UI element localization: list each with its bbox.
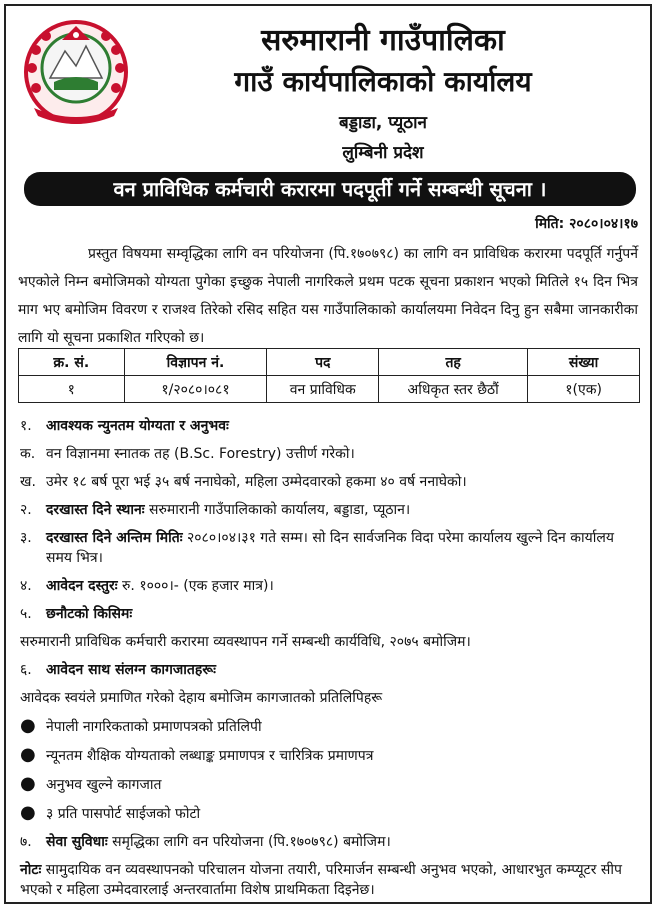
cell-count: १(एक)	[528, 376, 640, 403]
section-1a	[20, 444, 638, 464]
section-text: सरुमारानी गाउँपालिकाको कार्यालय, बड्डाडा, प्यूठान।	[149, 502, 411, 518]
bullet-text: नेपाली नागरिकताको प्रमाणपत्रको प्रतिलिपी	[46, 719, 262, 735]
note	[20, 860, 638, 900]
section-number: ७.	[20, 834, 32, 850]
notice-banner: वन प्राविधिक कर्मचारी करारमा पदपूर्ती गर्ने सम्बन्धी सूचना ।	[24, 172, 636, 206]
office-title: गाउँ कार्यपालिकाको कार्यालय	[234, 65, 532, 98]
list-item	[20, 774, 638, 795]
section-5	[20, 604, 638, 624]
section-text: वन विज्ञानमा स्नातक तह (B.Sc. Forestry) उत्तीर्ण गरेको।	[46, 446, 355, 462]
section-6-text	[20, 688, 638, 708]
bullet-icon: ●	[20, 773, 36, 794]
col-level: तह	[379, 349, 528, 376]
section-number: ६.	[20, 662, 32, 678]
section-number: १.	[20, 418, 32, 434]
section-text: सरुमारानी प्राविधिक कर्मचारी करारमा व्यवस्थापन गर्ने सम्बन्धी कार्यविधि, २०७५ बमोजिम।	[20, 634, 471, 650]
col-post: पद	[267, 349, 379, 376]
bullet-text: न्यूनतम शैक्षिक योग्यताको लब्धाङ्क प्रमाणपत्र र चारित्रिक प्रमाणपत्र	[46, 748, 374, 764]
list-item	[20, 803, 638, 824]
section-text: उमेर १८ बर्ष पूरा भई ३५ बर्ष ननाघेको, महिला उम्मेदवारको हकमा ४० वर्ष ननाघेको।	[46, 474, 467, 490]
note-title: नोटः	[20, 862, 42, 878]
section-7	[20, 832, 638, 852]
section-2	[20, 500, 638, 520]
section-title: आवश्यक न्युनतम योग्यता र अनुभवः	[46, 418, 229, 434]
section-text: समृद्धिका लागि वन परियोजना (पि.१७०७९८) बमोजिम।	[112, 834, 391, 850]
section-number: ख.	[20, 474, 36, 490]
section-text: २०८०।०४।३१ गते सम्म। सो दिन सार्वजनिक विदा परेमा कार्यालय खुल्ने दिन कार्यालय समय भित्र।	[46, 530, 614, 566]
section-number: ५.	[20, 606, 32, 622]
vacancy-table	[18, 348, 640, 403]
address: बड्डाडा, प्यूठान	[339, 113, 427, 133]
section-title: आवेदन साथ संलग्न कागजातहरूः	[46, 662, 217, 678]
section-title: दरखास्त दिने अन्तिम मितिः	[46, 530, 183, 546]
bullet-icon: ●	[20, 744, 36, 765]
section-4	[20, 576, 638, 596]
section-title: दरखास्त दिने स्थानः	[46, 502, 145, 518]
section-number: क.	[20, 446, 36, 462]
requirements-list	[20, 416, 638, 908]
list-item	[20, 716, 638, 737]
notice-date: मिति: २०८०।०४।१७	[535, 216, 638, 232]
section-3	[20, 528, 638, 568]
section-number: २.	[20, 502, 32, 518]
section-number: ३.	[20, 530, 32, 546]
cell-level: अधिकृत स्तर छैठौं	[379, 376, 528, 403]
intro-text: प्रस्तुत विषयमा सम्वृद्धिका लागि वन परियोजना (पि.१७०७९८) का लागि वन प्राविधिक करारमा पदपूर्ति गर्नुपर्ने भएकोले निम्न बमोजिमको योग्यता पुगेका इच्छुक नेपाली नागरिकले प्रथम पटक सूचना प्रकाशन भएको मितिले १५ दिन भित्र माग भए बमोजिम विवरण र राजश्व तिरेको रसिद सहित यस गाउँपालिकाको कार्यालयमा निवेदन दिनु हुन सबैमा जानकारीका लागि यो सूचना प्रकाशित गरिएको छ।	[18, 246, 638, 346]
section-number: ४.	[20, 578, 32, 594]
bullet-icon: ●	[20, 715, 36, 736]
intro-paragraph	[18, 240, 638, 352]
col-ad-no: विज्ञापन नं.	[124, 349, 267, 376]
section-title: छनौटको किसिमः	[46, 606, 133, 622]
section-text: रु. १०००।- (एक हजार मात्र)।	[122, 578, 274, 594]
bullet-icon: ●	[20, 802, 36, 823]
list-item	[20, 745, 638, 766]
section-1b	[20, 472, 638, 492]
bullet-text: ३ प्रति पासपोर्ट साईजको फोटो	[46, 806, 201, 822]
cell-ad-no: १/२०८०।०८१	[124, 376, 267, 403]
province: लुम्बिनी प्रदेश	[342, 143, 424, 163]
note-text: सामुदायिक वन व्यवस्थापनको परिचालन योजना तयारी, परिमार्जन सम्बन्धी अनुभव भएको, आधारभुत कम्प्यूटर सीप भएको र महिला उम्मेदवारलाई अन्तरवार्तामा विशेष प्राथमिकता दिइनेछ।	[20, 862, 622, 898]
cell-post: वन प्राविधिक	[267, 376, 379, 403]
section-1	[20, 416, 638, 436]
section-title: सेवा सुविधाः	[46, 834, 108, 850]
table-header-row	[19, 349, 640, 376]
section-5-text	[20, 632, 638, 652]
cell-serial: १	[19, 376, 125, 403]
municipality-title: सरुमारानी गाउँपालिका	[261, 23, 505, 58]
col-serial: क्र. सं.	[19, 349, 125, 376]
section-title: आवेदन दस्तुरः	[46, 578, 118, 594]
table-row	[19, 376, 640, 403]
notice-page	[4, 4, 652, 904]
section-6	[20, 660, 638, 680]
bullet-text: अनुभव खुल्ने कागजात	[46, 777, 162, 793]
section-text: आवेदक स्वयंले प्रमाणित गरेको देहाय बमोजिम कागजातको प्रतिलिपिहरू	[20, 690, 383, 706]
col-count: संख्या	[528, 349, 640, 376]
